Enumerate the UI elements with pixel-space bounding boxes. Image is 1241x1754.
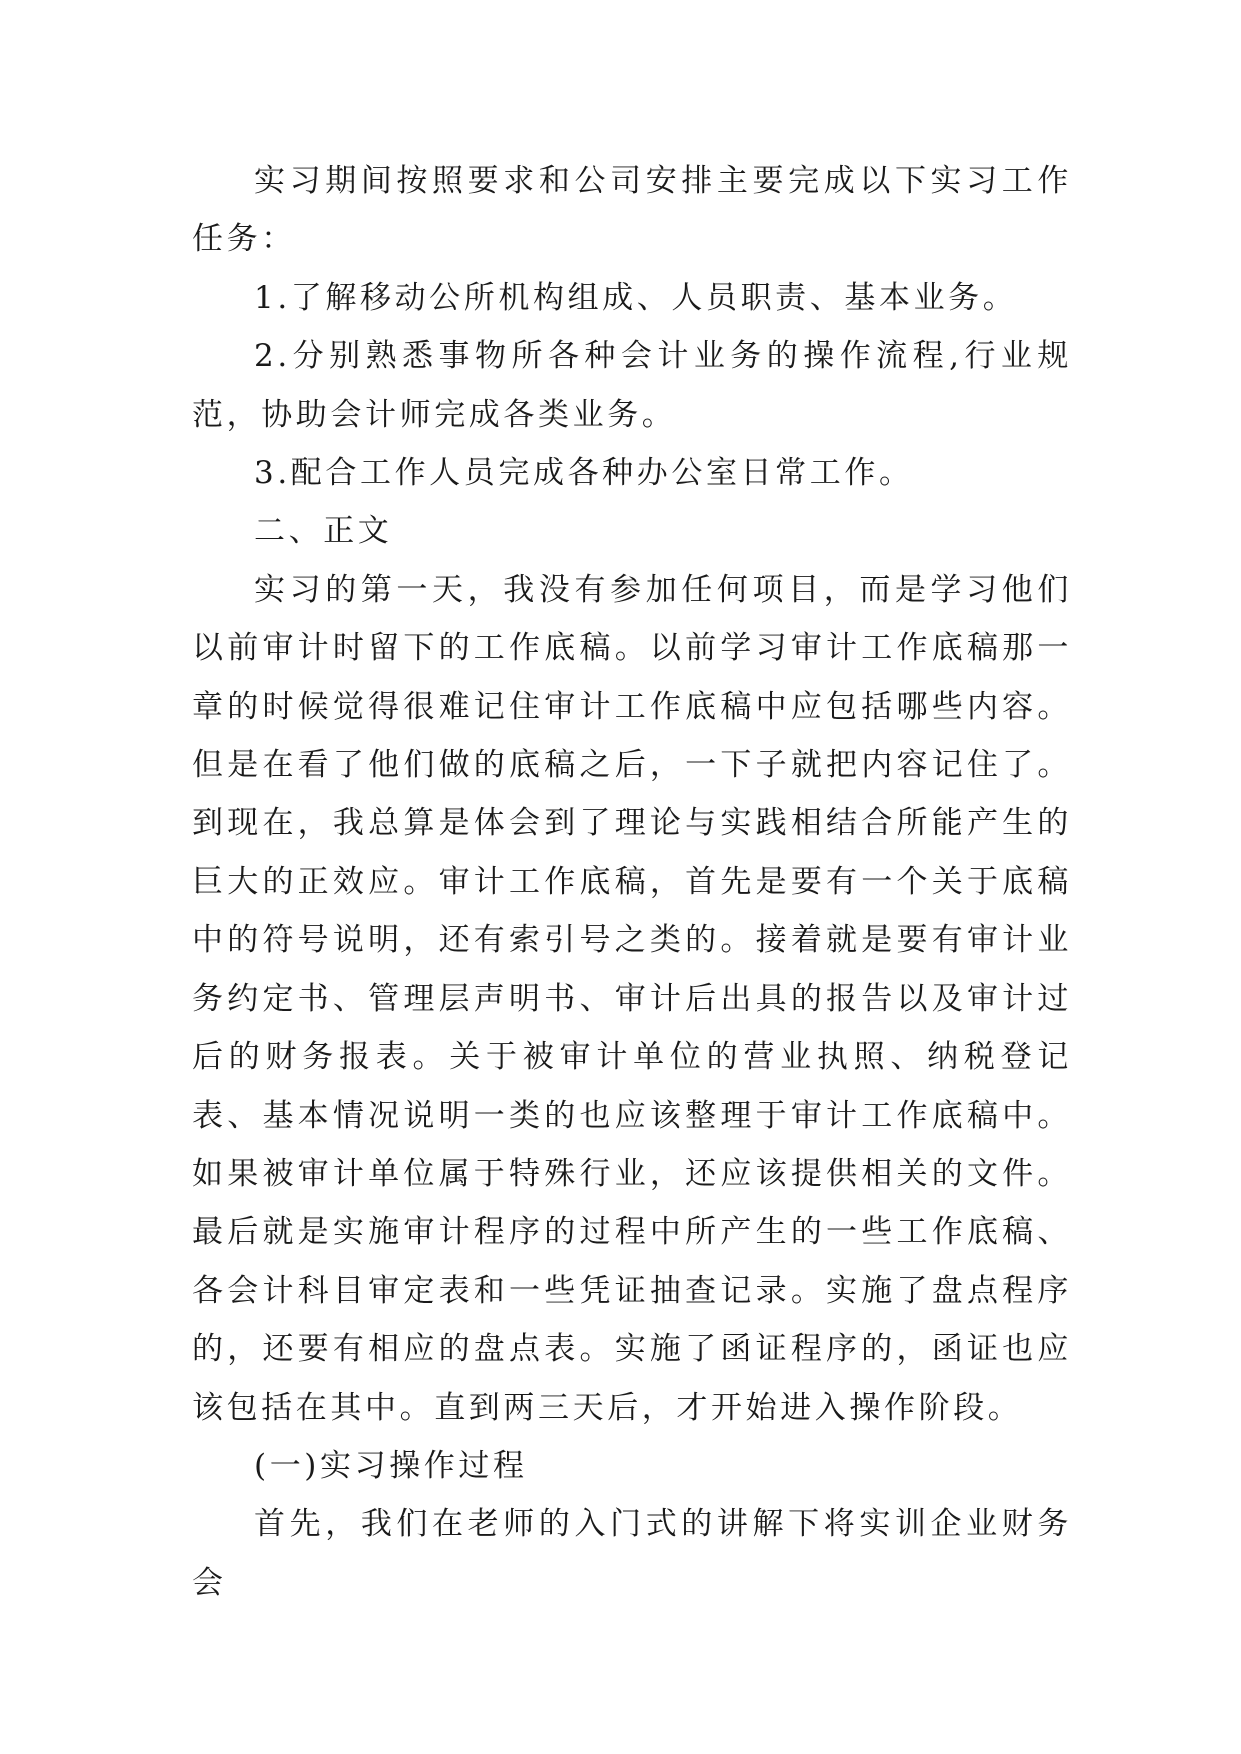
section-heading-main-text: 二、正文 bbox=[254, 513, 393, 550]
paragraph-first-day: 实习的第一天，我没有参加任何项目，而是学习他们以前审计时留下的工作底稿。以前学习审计工作底稿那一章的时候觉得很难记住审计工作底稿中应包括哪些内容。但是在看了他们做的底稿之后，一下子就把内容记住了。到现在，我总算是体会到了理论与实践相结合所能产生的巨大的正效应。审计工作底稿，首先是要有一个关于底稿中的符号说明，还有索引号之类的。接着就是要有审计业务约定书、管理层声明书、审计后出具的报告以及审计过后的财务报表。关于被审计单位的营业执照、纳税登记表、基本情况说明一类的也应该整理于审计工作底稿中。如果被审计单位属于特殊行业，还应该提供相关的文件。最后就是实施审计程序的过程中所产生的一些工作底稿、各会计科目审定表和一些凭证抽查记录。实施了盘点程序的，还要有相应的盘点表。实施了函证程序的，函证也应该包括在其中。直到两三天后，才开始进入操作阶段。 bbox=[192, 571, 1072, 1426]
subsection-heading-process: (一)实习操作过程 bbox=[254, 1447, 528, 1484]
paragraph-task-2: 2.分别熟悉事物所各种会计业务的操作流程,行业规范，协助会计师完成各类业务。 bbox=[192, 338, 1072, 433]
paragraph-task-1: 1.了解移动公所机构组成、人员职责、基本业务。 bbox=[254, 279, 1018, 316]
paragraph-task-3: 3.配合工作人员完成各种办公室日常工作。 bbox=[254, 455, 914, 492]
document-body bbox=[192, 152, 1072, 1612]
paragraph-process-start: 首先，我们在老师的入门式的讲解下将实训企业财务会 bbox=[192, 1506, 1072, 1601]
paragraph-intro: 实习期间按照要求和公司安排主要完成以下实习工作任务： bbox=[192, 163, 1072, 258]
